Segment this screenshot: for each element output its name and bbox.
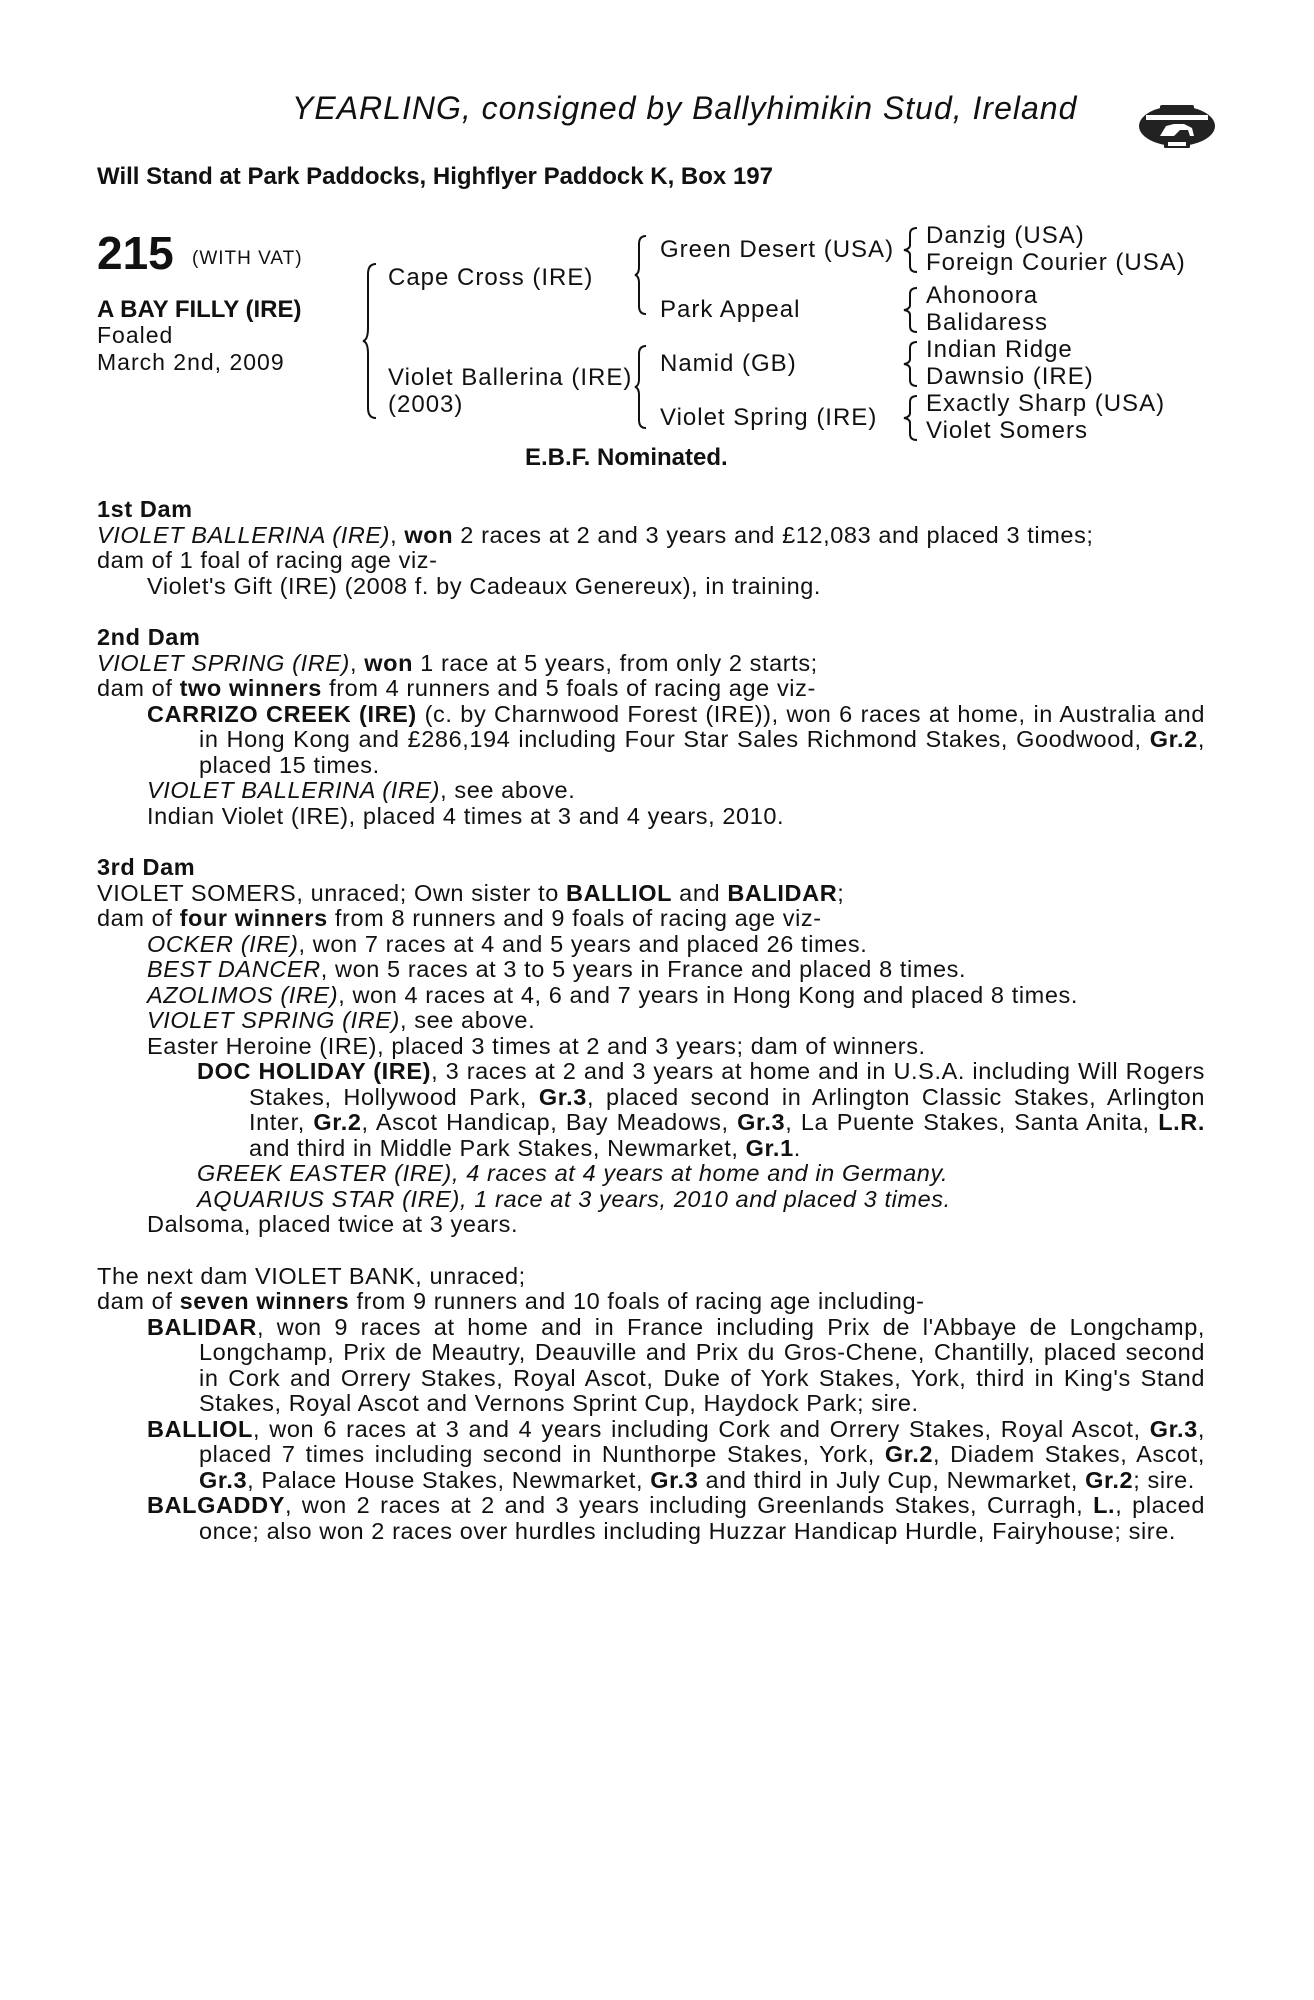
- horse-name: AZOLIMOS (IRE): [147, 981, 339, 1008]
- horse-name: BALLIOL: [147, 1415, 254, 1442]
- record-text: VIOLET SOMERS, unraced; Own sister to: [97, 879, 567, 906]
- dam-record: VIOLET SPRING (IRE), won 1 race at 5 years, from only 2 starts;: [97, 649, 818, 676]
- entry-text: , Ascot Handicap, Bay Meadows,: [361, 1109, 738, 1135]
- pedigree-brace-g56: [903, 340, 919, 388]
- grandparent-2: Foreign Courier (USA): [926, 249, 1186, 276]
- grade: L.R.: [1158, 1109, 1205, 1135]
- foaled-label: Foaled: [97, 322, 174, 348]
- lot-description: A BAY FILLY (IRE): [97, 296, 302, 323]
- entry-text: and third in July Cup, Newmarket,: [698, 1466, 1086, 1493]
- entry-text: , 1 race at 3 years, 2010 and placed 3 times.: [459, 1185, 951, 1212]
- entry-text: , won 5 races at 3 to 5 years in France and placed 8 times.: [320, 956, 967, 982]
- summary-text: dam of: [97, 675, 180, 701]
- grade: Gr.2: [1085, 1466, 1134, 1493]
- dam-dam: Violet Spring (IRE): [660, 404, 878, 431]
- progeny-entry: [97, 702, 1205, 779]
- horse-name: DOC HOLIDAY (IRE): [197, 1058, 432, 1084]
- catalogue-body: [97, 497, 1205, 1544]
- progeny-entry: [97, 932, 1205, 958]
- section-heading: 1st Dam: [97, 496, 193, 522]
- progeny-summary: dam of 1 foal of racing age viz-: [97, 547, 438, 573]
- grand-progeny-entry: [97, 1161, 1205, 1187]
- grade: Gr.3: [538, 1083, 587, 1110]
- entry-text: , 4 races at 4 years at home and in Germany.: [451, 1160, 949, 1186]
- grade: Gr.3: [737, 1109, 786, 1135]
- progeny-entry: [97, 957, 1205, 983]
- entry-text: , won 2 races at 2 and 3 years including Greenlands Stakes, Curragh,: [284, 1492, 1094, 1518]
- summary-text: from 4 runners and 5 foals of racing age viz-: [321, 675, 816, 701]
- dam-sire: Namid (GB): [660, 350, 797, 377]
- record-text: 2 races at 2 and 3 years and £12,083 and placed 3 times;: [453, 521, 1094, 548]
- yearling-bonus-logo: [1138, 102, 1216, 150]
- dam-record: VIOLET BALLERINA (IRE), won 2 races at 2 and 3 years and £12,083 and placed 3 times;: [97, 521, 1094, 548]
- progeny-entry: [97, 1315, 1205, 1417]
- grandparent-8: Violet Somers: [926, 417, 1088, 444]
- entry-text: , 3 races at 2 and 3 years at home and in U.S.A. including Will Rogers Stakes, Hollywood Park,: [249, 1058, 1205, 1110]
- summary-text: from 9 runners and 10 foals of racing age including-: [349, 1288, 925, 1314]
- progeny-entry: [97, 778, 1205, 804]
- entry-text: , Diadem Stakes, Ascot,: [933, 1441, 1205, 1467]
- dam-record: The next dam VIOLET BANK, unraced;: [97, 1262, 526, 1289]
- page-title: YEARLING, consigned by Ballyhimikin Stud, Ireland: [292, 90, 1078, 126]
- entry-text: and third in Middle Park Stakes, Newmarket,: [249, 1134, 746, 1161]
- horse-name: VIOLET BALLERINA (IRE): [147, 777, 441, 803]
- pedigree-brace-dam: [634, 344, 648, 430]
- progeny-summary: [97, 1289, 1205, 1315]
- winners-count: four winners: [179, 905, 328, 931]
- summary-text: from 8 runners and 9 foals of racing age viz-: [327, 905, 822, 931]
- sire-sire: Green Desert (USA): [660, 236, 895, 263]
- dam-name: VIOLET SPRING (IRE): [97, 649, 350, 676]
- entry-text: , placed once; also won 2 races over hurdles including Huzzar Handicap Hurdle, Fairyhouse; sire.: [199, 1492, 1206, 1544]
- foaled-date: March 2nd, 2009: [97, 349, 285, 375]
- entry-text: (c. by Charnwood Forest (IRE)), won 6 races at home, in Australia and in Hong Kong and £286,194 including Four Star Sales Richmond Stakes, Goodwood,: [199, 700, 1205, 752]
- entry-text: , placed 7 times including second in Nunthorpe Stakes, York,: [199, 1415, 1205, 1467]
- grade: L.: [1093, 1492, 1116, 1518]
- progeny-entry: Violet's Gift (IRE) (2008 f. by Cadeaux Genereux), in training.: [147, 572, 822, 599]
- record-text: and: [672, 879, 728, 906]
- entry-text: ; sire.: [1133, 1466, 1195, 1493]
- sire-dam: Park Appeal: [660, 296, 801, 323]
- horse-name: BALGADDY: [147, 1492, 285, 1518]
- winners-count: two winners: [179, 675, 322, 701]
- next-dam-section: [97, 1264, 1205, 1545]
- grade: Gr.3: [199, 1466, 248, 1493]
- entry-text: , placed second in Arlington Classic Stakes, Arlington Inter,: [249, 1083, 1205, 1135]
- progeny-entry: [97, 983, 1205, 1009]
- horse-name: GREEK EASTER (IRE): [197, 1160, 452, 1186]
- entry-text: .: [793, 1134, 801, 1161]
- horse-name: BALIDAR: [727, 879, 838, 906]
- dam-year: (2003): [388, 391, 464, 418]
- lot-number: 215: [97, 227, 174, 279]
- horse-name: CARRIZO CREEK (IRE): [147, 700, 417, 727]
- record-text: ;: [837, 879, 845, 906]
- vat-note: (WITH VAT): [192, 248, 303, 269]
- grade: Gr.3: [650, 1466, 699, 1493]
- grade: Gr.2: [1149, 726, 1198, 752]
- horse-name: BALLIOL: [566, 879, 673, 906]
- grade: Gr.1: [745, 1134, 794, 1161]
- pedigree-brace-g12: [903, 226, 919, 274]
- entry-text: , see above.: [399, 1007, 536, 1033]
- horse-name: BALIDAR: [147, 1313, 257, 1340]
- ebf-nomination: E.B.F. Nominated.: [525, 444, 728, 471]
- foaled-info: [97, 322, 285, 376]
- section-heading: 2nd Dam: [97, 624, 201, 650]
- progeny-entry: [97, 1417, 1205, 1494]
- grandparent-4: Balidaress: [926, 309, 1049, 336]
- progeny-entry: Dalsoma, placed twice at 3 years.: [147, 1211, 519, 1237]
- grade: Gr.3: [1149, 1415, 1198, 1442]
- horse-name: BEST DANCER: [147, 956, 321, 982]
- entry-text: , see above.: [440, 777, 576, 803]
- grandparent-6: Dawnsio (IRE): [926, 363, 1094, 390]
- dam: Violet Ballerina (IRE): [388, 364, 633, 391]
- progeny-summary: [97, 676, 1205, 702]
- section-heading: 3rd Dam: [97, 854, 196, 880]
- entry-text: , placed 15 times.: [199, 726, 1205, 778]
- won-text: won: [364, 649, 414, 676]
- progeny-entry: Indian Violet (IRE), placed 4 times at 3 and 4 years, 2010.: [147, 802, 785, 829]
- grandparent-5: Indian Ridge: [926, 336, 1073, 363]
- pedigree-brace-sire: [634, 234, 648, 316]
- entry-text: , won 9 races at home and in France including Prix de l'Abbaye de Longchamp, Longchamp, Prix de Meautry, Deauville and Prix du Gros-Chene, Chantilly, placed second in Cork and Orrery Stakes, Royal Ascot, Duke of York Stakes, York, third in King's Stand Stakes, Royal Ascot and Vernons Sprint Cup, Haydock Park; sire.: [199, 1313, 1205, 1416]
- grand-progeny-entry: [97, 1059, 1205, 1161]
- location-line: Will Stand at Park Paddocks, Highflyer Paddock K, Box 197: [97, 163, 773, 190]
- first-dam-section: [97, 497, 1205, 599]
- summary-text: dam of: [97, 905, 180, 931]
- pedigree-brace-g34: [903, 286, 919, 334]
- horse-name: AQUARIUS STAR (IRE): [197, 1185, 460, 1212]
- entry-text: , won 4 races at 4, 6 and 7 years in Hong Kong and placed 8 times.: [338, 981, 1079, 1008]
- second-dam-section: [97, 625, 1205, 829]
- progeny-entry: Easter Heroine (IRE), placed 3 times at 2 and 3 years; dam of winners.: [147, 1032, 926, 1059]
- won-text: won: [404, 521, 454, 548]
- grandparent-3: Ahonoora: [926, 282, 1039, 309]
- summary-text: dam of: [97, 1288, 180, 1314]
- grandparent-7: Exactly Sharp (USA): [926, 390, 1166, 417]
- entry-text: , Palace House Stakes, Newmarket,: [247, 1466, 651, 1493]
- entry-text: , La Puente Stakes, Santa Anita,: [785, 1109, 1159, 1135]
- dam-record: [97, 881, 1205, 907]
- horse-name: OCKER (IRE): [147, 930, 299, 957]
- entry-text: , won 6 races at 3 and 4 years including Cork and Orrery Stakes, Royal Ascot,: [253, 1415, 1150, 1442]
- grand-progeny-entry: [97, 1187, 1205, 1213]
- sire: Cape Cross (IRE): [388, 264, 594, 291]
- progeny-summary: [97, 906, 1205, 932]
- grade: Gr.2: [313, 1109, 362, 1135]
- pedigree-brace-g78: [903, 394, 919, 442]
- winners-count: seven winners: [179, 1288, 350, 1314]
- third-dam-section: [97, 855, 1205, 1238]
- entry-text: , won 7 races at 4 and 5 years and placed 26 times.: [298, 930, 868, 957]
- horse-name: VIOLET SPRING (IRE): [147, 1007, 400, 1033]
- progeny-entry: [97, 1008, 1205, 1034]
- record-text: 1 race at 5 years, from only 2 starts;: [413, 649, 818, 676]
- grandparent-1: Danzig (USA): [926, 222, 1085, 249]
- progeny-entry: [97, 1493, 1205, 1544]
- grade: Gr.2: [884, 1441, 934, 1467]
- pedigree-brace-main: [362, 262, 378, 420]
- dam-name: VIOLET BALLERINA (IRE): [97, 521, 391, 548]
